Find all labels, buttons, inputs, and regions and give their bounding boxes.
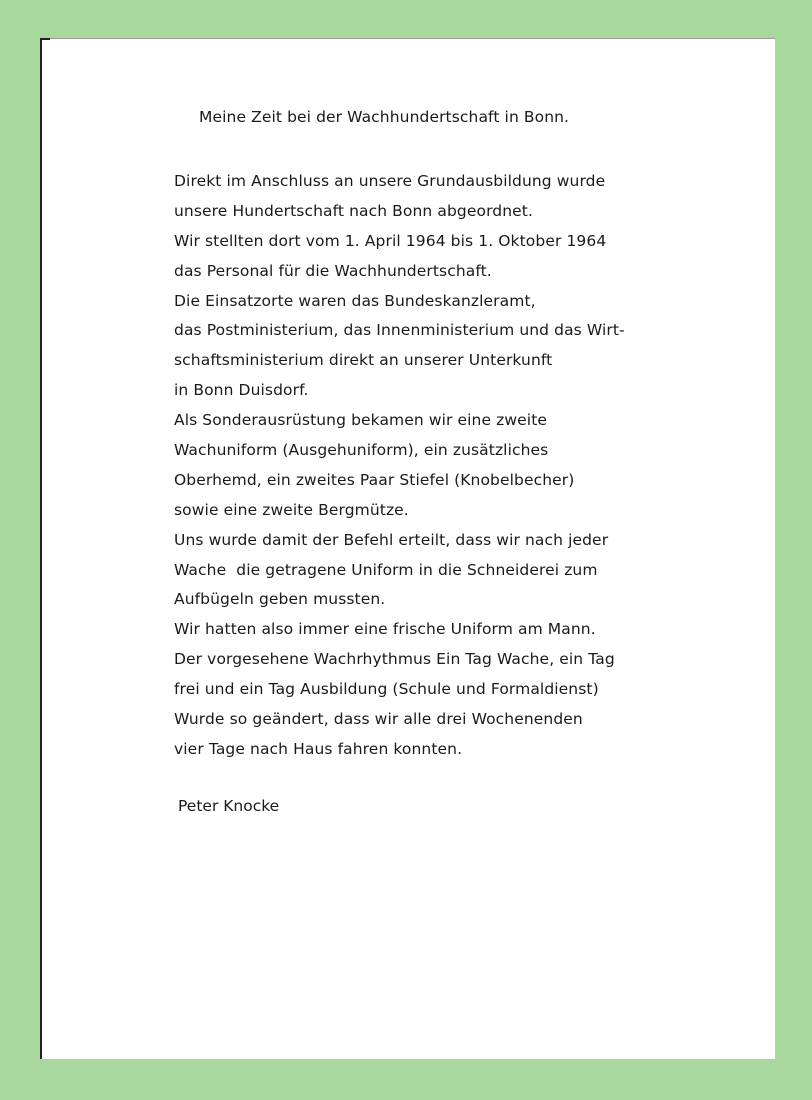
text-line: Wurde so geändert, dass wir alle drei Wochenenden [174,710,583,729]
text-line: Oberhemd, ein zweites Paar Stiefel (Knobelbecher) [174,470,575,489]
document-page [42,38,775,1059]
text-line: sowie eine zweite Bergmütze. [174,500,409,519]
text-line: Die Einsatzorte waren das Bundeskanzleramt, [174,291,536,310]
text-line: Aufbügeln geben mussten. [174,590,386,609]
text-line: frei und ein Tag Ausbildung (Schule und Formaldienst) [174,680,599,699]
text-line: Der vorgesehene Wachrhythmus Ein Tag Wache, ein Tag [174,650,615,669]
document-body [174,167,625,765]
text-line: schaftsministerium direkt an unserer Unterkunft [174,351,553,370]
text-line: in Bonn Duisdorf. [174,381,309,400]
text-line: unsere Hundertschaft nach Bonn abgeordnet. [174,201,533,220]
document-title: Meine Zeit bei der Wachhundertschaft in Bonn. [199,108,570,126]
text-line: Wache die getragene Uniform in die Schneiderei zum [174,560,598,579]
text-line: Wir stellten dort vom 1. April 1964 bis 1. Oktober 1964 [174,231,607,250]
text-line: das Postministerium, das Innenministerium und das Wirt- [174,321,625,340]
text-line: Wir hatten also immer eine frische Uniform am Mann. [174,620,596,639]
text-line: das Personal für die Wachhundertschaft. [174,261,492,280]
text-line: vier Tage nach Haus fahren konnten. [174,739,463,758]
page-edge-mark [40,38,50,40]
author-signature: Peter Knocke [178,797,280,815]
text-line: Uns wurde damit der Befehl erteilt, dass wir nach jeder [174,530,609,549]
text-line: Als Sonderausrüstung bekamen wir eine zweite [174,411,548,430]
text-line: Wachuniform (Ausgehuniform), ein zusätzliches [174,441,549,460]
text-line: Direkt im Anschluss an unsere Grundausbildung wurde [174,172,606,190]
